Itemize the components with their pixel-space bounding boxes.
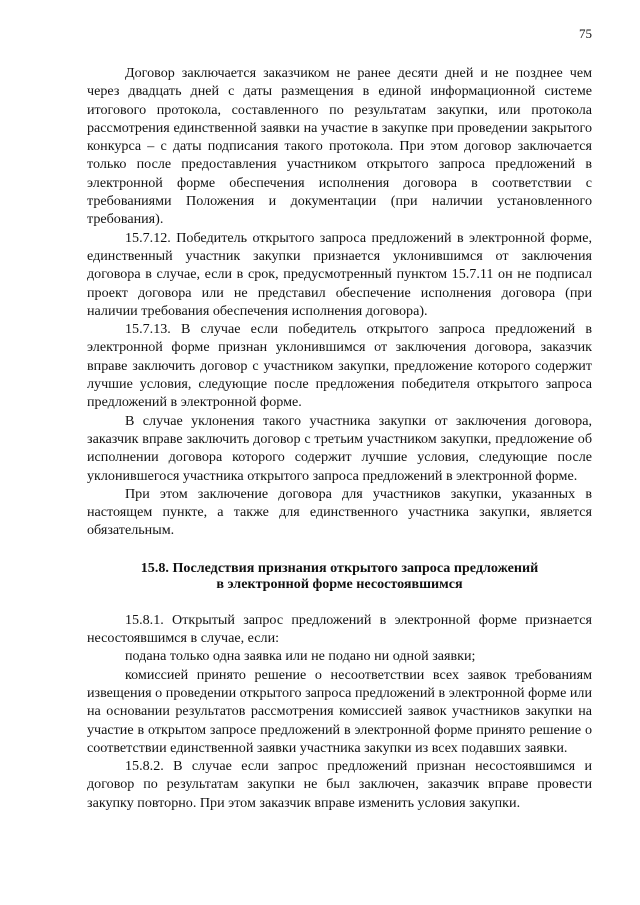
paragraph-obligatory: При этом заключение договора для участников закупки, указанных в настоящем пункте, а также для единственного участника закупки, является обязательным. [87, 485, 592, 539]
page-number: 75 [579, 26, 592, 41]
section-heading-15-8 [87, 560, 592, 592]
paragraph-single-application: подана только одна заявка или не подано ни одной заявки; [125, 648, 476, 665]
section-heading-line-2: в электронной форме несостоявшимся [216, 575, 463, 592]
paragraph-15-7-13: 15.7.13. В случае если победитель открытого запроса предложений в электронной форме признан уклонившимся от заключения договора, заказчик вправе заключить договор с участником закупки, предложение которого содержит лучшие условия, следующие после предложения победителя открытого запроса предложений в электронной форме. [87, 321, 592, 411]
paragraph-commission-decision: комиссией принято решение о несоответствии всех заявок требованиям извещения о проведении открытого запроса предложений в электронной форме или на основании результатов рассмотрения комиссией заявок участников закупки на участие в открытом запросе предложений в электронной форме принято решение о соответствии единственной заявки участника закупки из всех подавших заявки. [87, 666, 592, 756]
section-heading-line-1: 15.8. Последствия признания открытого запроса предложений [140, 559, 539, 576]
paragraph-contract-timing: Договор заключается заказчиком не ранее десяти дней и не позднее чем через двадцать дней с даты размещения в единой информационной системе итогового протокола, составленного по результатам закупки, или протокола рассмотрения единственной заявки на участие в закупке при проведении закрытого конкурса – с даты подписания такого протокола. При этом договор заключается только после предоставления участником открытого запроса предложений в электронной форме обеспечения исполнения договора в соответствии с требованиями Положения и документации (при наличии установленного требования). [87, 65, 592, 228]
paragraph-evasion-case: В случае уклонения такого участника закупки от заключения договора, заказчик вправе заключить договор с третьим участником закупки, предложение об исполнении договора которого содержит лучшие условия, следующие после уклонившегося участника открытого запроса предложений в электронной форме. [87, 412, 592, 484]
paragraph-15-7-12: 15.7.12. Победитель открытого запроса предложений в электронной форме, единственный участник закупки признается уклонившимся от заключения договора в случае, если в срок, предусмотренный пунктом 15.7.11 он не подписал проект договора или не представил обеспечение исполнения договора (при наличии требования обеспечения исполнения договора). [87, 229, 592, 319]
paragraph-15-8-2: 15.8.2. В случае если запрос предложений признан несостоявшимся и договор по результатам закупки не был заключен, заказчик вправе провести закупку повторно. При этом заказчик вправе изменить условия закупки. [87, 758, 592, 811]
document-body [87, 64, 592, 812]
paragraph-15-8-1: 15.8.1. Открытый запрос предложений в электронной форме признается несостоявшимся в случае, если: [87, 611, 592, 647]
